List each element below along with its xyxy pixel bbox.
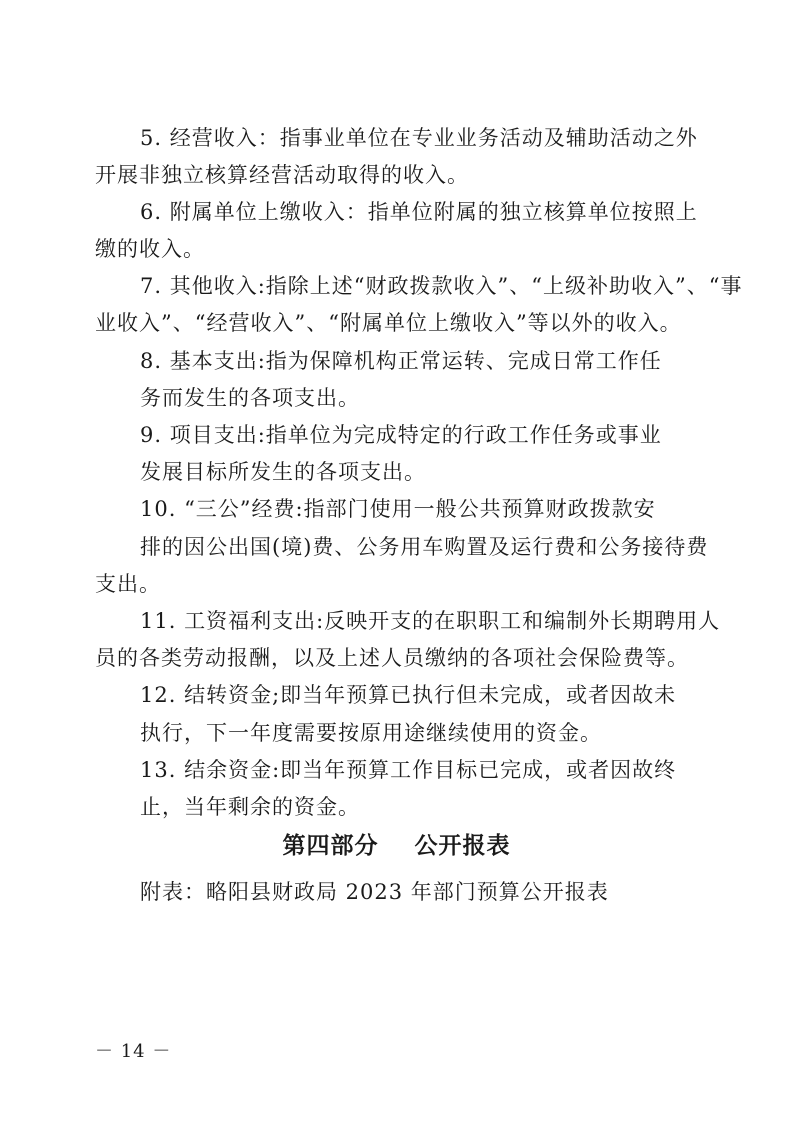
item-13-line-1: 13. 结余资金:即当年预算工作目标已完成，或者因故终 xyxy=(140,758,677,782)
page-number: － 14 － xyxy=(95,1041,172,1062)
item-10-line-2: 排的因公出国(境)费、公务用车购置及运行费和公务接待费 xyxy=(140,535,709,559)
item-5-line-2: 开展非独立核算经营活动取得的收入。 xyxy=(95,163,469,187)
item-8-line-2: 务而发生的各项支出。 xyxy=(140,386,360,410)
item-10-line-1: 10. “三公”经费:指部门使用一般公共预算财政拨款安 xyxy=(140,497,656,521)
section-heading: 第四部分 公开报表 xyxy=(282,833,511,859)
item-11-line-1: 11. 工资福利支出:反映开支的在职职工和编制外长期聘用人 xyxy=(140,609,721,633)
item-8-line-1: 8. 基本支出:指为保障机构正常运转、完成日常工作任 xyxy=(140,349,662,373)
item-12-line-1: 12. 结转资金;即当年预算已执行但未完成，或者因故未 xyxy=(140,683,677,707)
item-6-line-2: 缴的收入。 xyxy=(95,237,205,261)
item-7-line-2: 业收入”、“经营收入”、“附属单位上缴收入”等以外的收入。 xyxy=(95,311,682,335)
item-6-line-1: 6. 附属单位上缴收入：指单位附属的独立核算单位按照上 xyxy=(140,200,698,224)
item-9-line-1: 9. 项目支出:指单位为完成特定的行政工作任务或事业 xyxy=(140,423,662,447)
item-9-line-2: 发展目标所发生的各项支出。 xyxy=(140,460,426,484)
item-7-line-1: 7. 其他收入:指除上述“财政拨款收入”、“上级补助收入”、“事 xyxy=(140,274,743,298)
item-5-line-1: 5. 经营收入：指事业单位在专业业务活动及辅助活动之外 xyxy=(140,126,698,150)
item-10-line-3: 支出。 xyxy=(95,572,161,596)
item-12-line-2: 执行，下一年度需要按原用途继续使用的资金。 xyxy=(140,721,602,745)
item-11-line-2: 员的各类劳动报酬，以及上述人员缴纳的各项社会保险费等。 xyxy=(95,646,689,670)
attachment-note: 附表：略阳县财政局 2023 年部门预算公开报表 xyxy=(140,880,609,904)
item-13-line-2: 止，当年剩余的资金。 xyxy=(140,795,360,819)
